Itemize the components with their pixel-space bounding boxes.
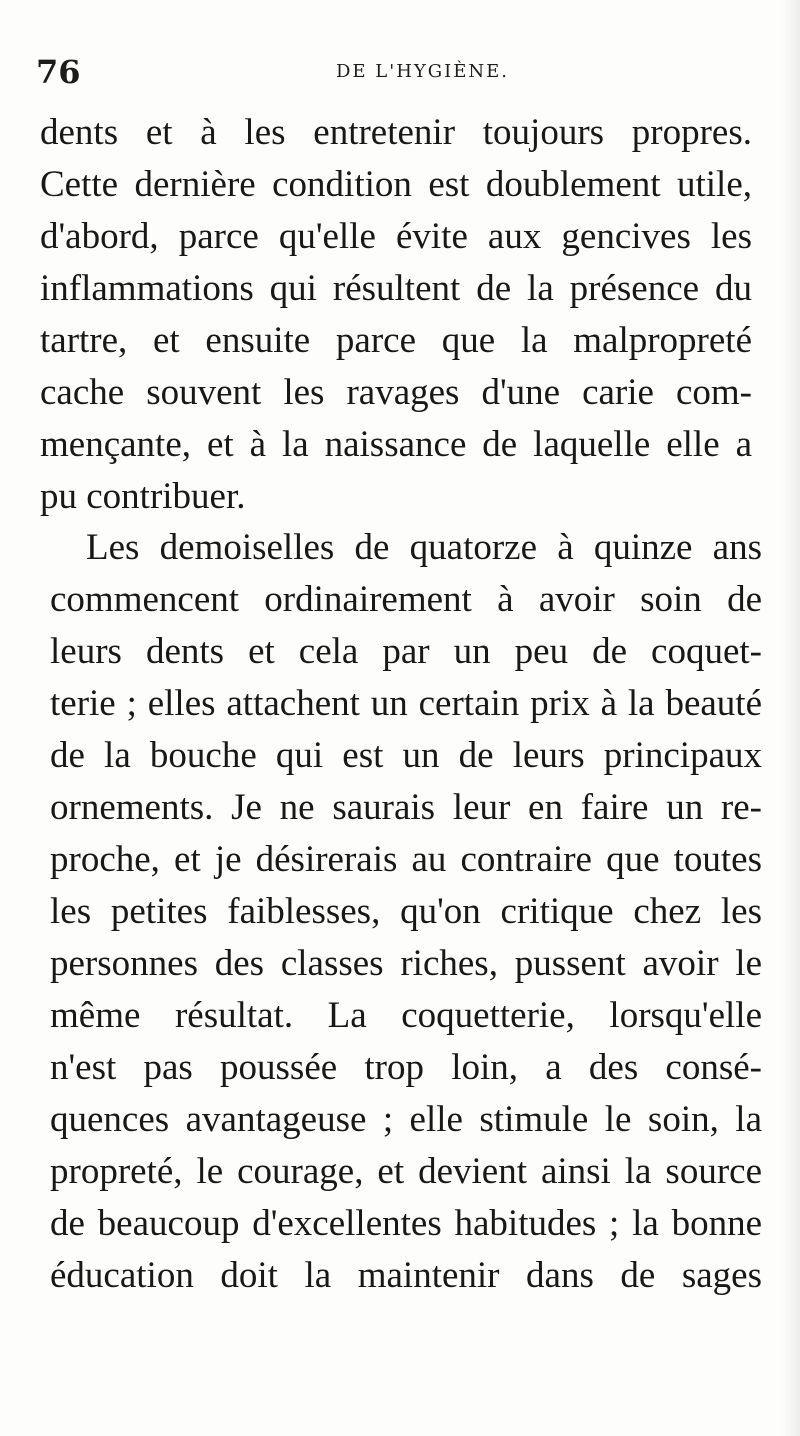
text-line: de la bouche qui est un de leurs principaux bbox=[50, 735, 762, 776]
paragraph-2 bbox=[50, 522, 762, 1302]
text-line: d'abord, parce qu'elle évite aux gencives les bbox=[40, 216, 752, 257]
text-line: ornements. Je ne saurais leur en faire un re- bbox=[50, 787, 762, 828]
text-line: inflammations qui résultent de la présence du bbox=[40, 268, 752, 309]
text-line: proche, et je désirerais au contraire que toutes bbox=[50, 839, 762, 880]
text-line: Cette dernière condition est doublement utile, bbox=[40, 164, 752, 205]
text-line: personnes des classes riches, pussent avoir le bbox=[50, 943, 762, 984]
text-line: de beaucoup d'excellentes habitudes ; la bonne bbox=[50, 1203, 762, 1244]
text-line: propreté, le courage, et devient ainsi la source bbox=[50, 1151, 762, 1192]
text-line: n'est pas poussée trop loin, a des consé- bbox=[50, 1047, 762, 1088]
text-line: tartre, et ensuite parce que la malpropreté bbox=[40, 320, 752, 361]
page-header bbox=[36, 52, 756, 92]
text-line: commencent ordinairement à avoir soin de bbox=[50, 579, 762, 620]
page-number: 76 bbox=[36, 53, 81, 91]
text-line: terie ; elles attachent un certain prix à la beauté bbox=[50, 683, 762, 724]
text-line: même résultat. La coquetterie, lorsqu'elle bbox=[50, 995, 762, 1036]
text-line: éducation doit la maintenir dans de sages bbox=[50, 1255, 762, 1296]
text-line: dents et à les entretenir toujours propres. bbox=[40, 112, 752, 153]
running-head: DE L'HYGIÈNE. bbox=[336, 61, 510, 82]
text-line: mençante, et à la naissance de laquelle elle a bbox=[40, 424, 752, 465]
text-line: quences avantageuse ; elle stimule le soin, la bbox=[50, 1099, 762, 1140]
text-line: Les demoiselles de quatorze à quinze ans bbox=[86, 527, 762, 568]
paragraph-1 bbox=[40, 107, 752, 523]
text-line: pu contribuer. bbox=[40, 476, 246, 517]
text-line: les petites faiblesses, qu'on critique chez les bbox=[50, 891, 762, 932]
page-edge-shadow bbox=[782, 0, 800, 1436]
text-line: cache souvent les ravages d'une carie com- bbox=[40, 372, 752, 413]
text-line: leurs dents et cela par un peu de coquet- bbox=[50, 631, 762, 672]
